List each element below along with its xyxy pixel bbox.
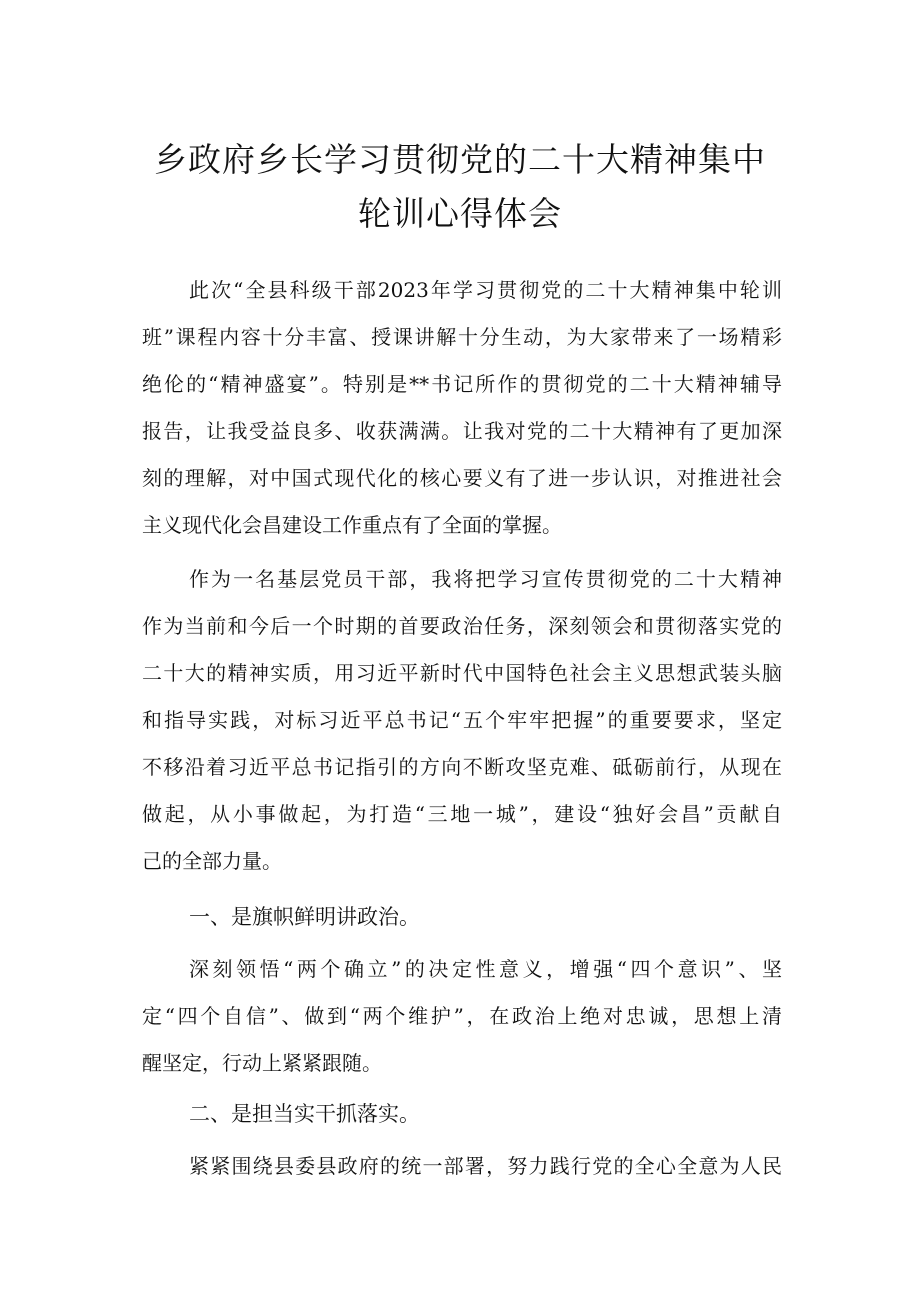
- document-title-line-1: 乡政府乡长学习贯彻党的二十大精神集中: [154, 140, 766, 179]
- paragraph-2-line-3: 二十大的精神实质，用习近平新时代中国特色社会主义思想武装头脑: [142, 661, 782, 685]
- paragraph-3-line-3: 醒坚定，行动上紧紧跟随。: [142, 1051, 382, 1075]
- section-heading-2: 二、是担当实干抓落实。: [189, 1102, 420, 1126]
- paragraph-1-line-1: 此次“全县科级干部2023年学习贯彻党的二十大精神集中轮训: [189, 278, 782, 302]
- paragraph-1-line-6: 主义现代化会昌建设工作重点有了全面的掌握。: [142, 513, 562, 537]
- paragraph-4-line-1: 紧紧围绕县委县政府的统一部署，努力践行党的全心全意为人民: [189, 1154, 782, 1178]
- paragraph-2-line-6: 做起，从小事做起，为打造“三地一城”，建设“独好会昌”贡献自: [142, 802, 782, 826]
- paragraph-1-line-3: 绝伦的“精神盛宴”。特别是**书记所作的贯彻党的二十大精神辅导: [142, 372, 782, 396]
- paragraph-2-line-4: 和指导实践，对标习近平总书记“五个牢牢把握”的重要要求，坚定: [142, 708, 782, 732]
- paragraph-1-line-5: 刻的理解，对中国式现代化的核心要义有了进一步认识，对推进社会: [142, 466, 782, 490]
- document-title-line-2: 轮训心得体会: [358, 194, 562, 233]
- paragraph-1-line-2: 班”课程内容十分丰富、授课讲解十分生动，为大家带来了一场精彩: [142, 325, 782, 349]
- paragraph-3-line-2: 定“四个自信”、做到“两个维护”，在政治上绝对忠诚，思想上清: [142, 1004, 782, 1028]
- paragraph-3-line-1: 深刻领悟“两个确立”的决定性意义，增强“四个意识”、坚: [189, 957, 782, 981]
- paragraph-2-line-7: 己的全部力量。: [142, 849, 282, 873]
- paragraph-2-line-2: 作为当前和今后一个时期的首要政治任务，深刻领会和贯彻落实党的: [142, 614, 782, 638]
- section-heading-1: 一、是旗帜鲜明讲政治。: [189, 905, 420, 929]
- paragraph-1-line-4: 报告，让我受益良多、收获满满。让我对党的二十大精神有了更加深: [142, 419, 782, 443]
- paragraph-2-line-1: 作为一名基层党员干部，我将把学习宣传贯彻党的二十大精神: [189, 567, 782, 591]
- paragraph-2-line-5: 不移沿着习近平总书记指引的方向不断攻坚克难、砥砺前行，从现在: [142, 755, 782, 779]
